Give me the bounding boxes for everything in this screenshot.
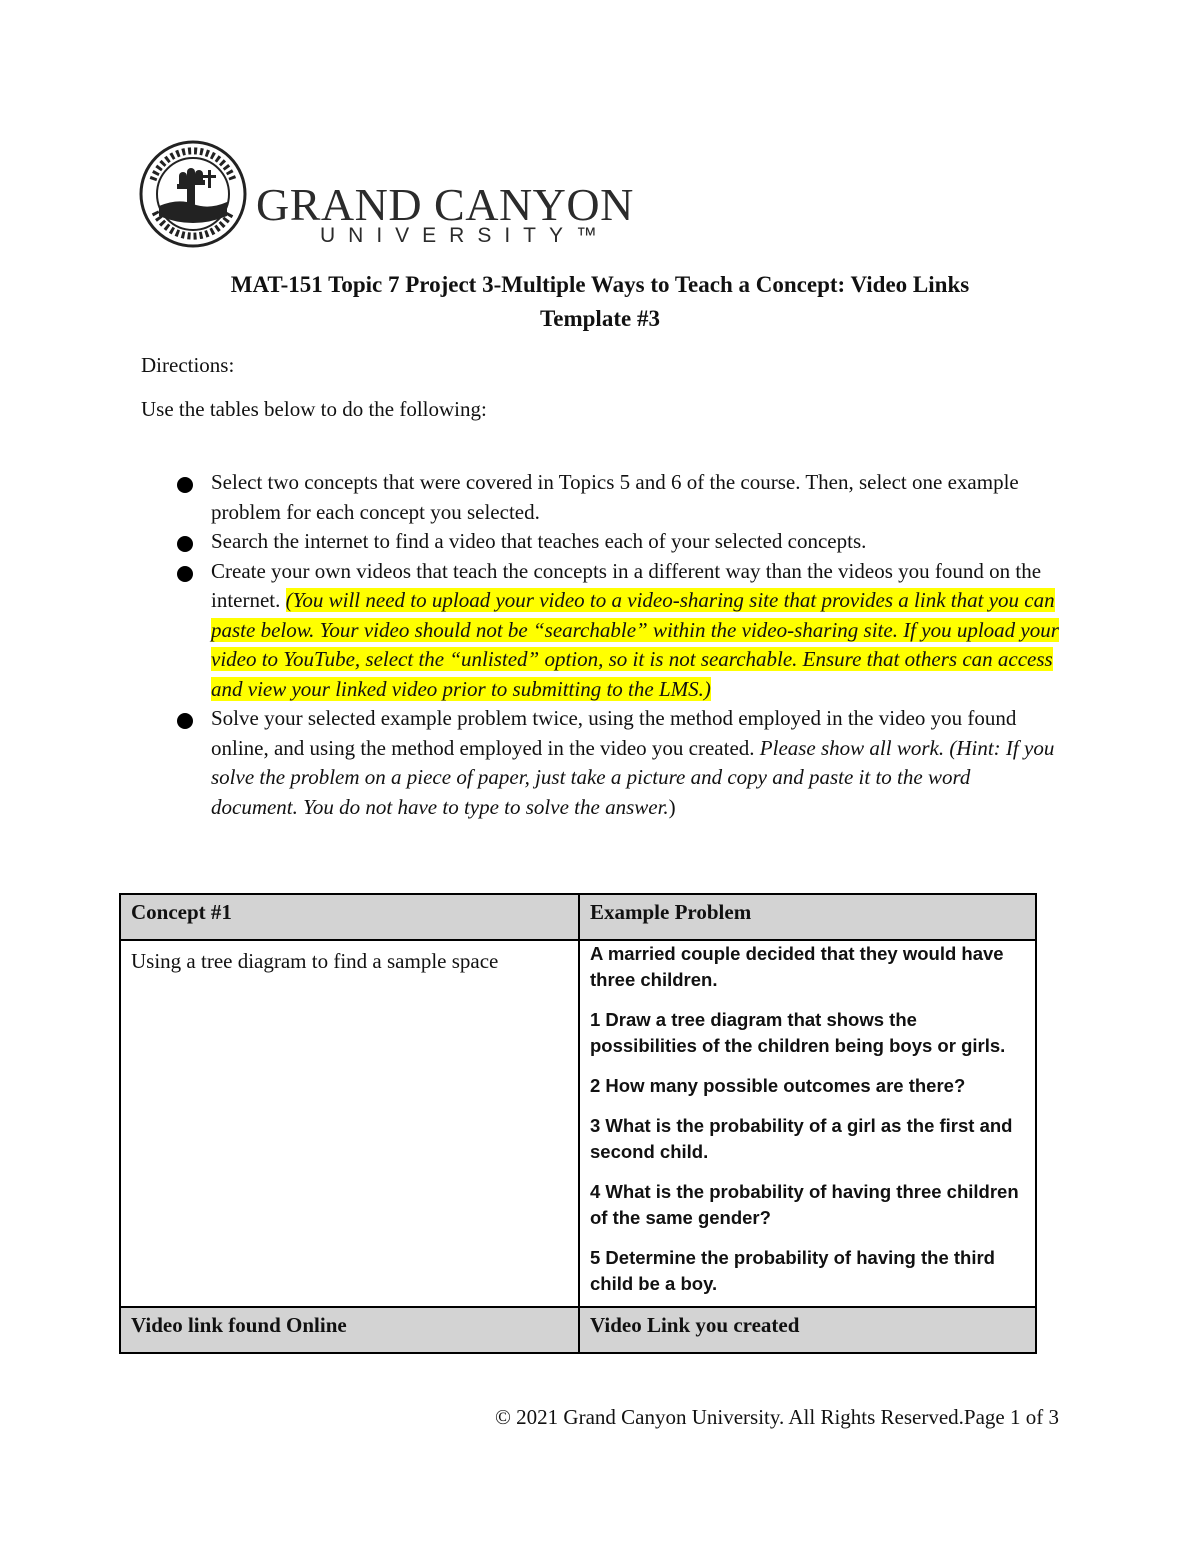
problem-cell[interactable] [579, 940, 1036, 1307]
concept-cell[interactable]: Using a tree diagram to find a sample space [120, 940, 579, 1307]
list-item [141, 468, 1061, 527]
problem-question-4: 4 What is the probability of having three children of the same gender? [590, 1181, 1019, 1228]
university-seal-icon [139, 140, 247, 248]
problem-question-2: 2 How many possible outcomes are there? [590, 1075, 966, 1096]
table-row [120, 1307, 1036, 1353]
logo-subtitle: UNIVERSITY™ [320, 224, 611, 247]
list-item [141, 557, 1061, 705]
problem-question-1: 1 Draw a tree diagram that shows the possibilities of the children being boys or girls. [590, 1009, 1006, 1056]
problem-intro: A married couple decided that they would have three children. [590, 943, 1004, 990]
list-item [141, 704, 1061, 822]
bullet-icon [177, 536, 193, 552]
title-line-2: Template #3 [540, 306, 660, 331]
table-header-problem: Example Problem [579, 894, 1036, 940]
page-footer: © 2021 Grand Canyon University. All Rights Reserved.Page 1 of 3 [494, 1405, 1059, 1429]
concept-table [119, 893, 1037, 1354]
problem-question-5: 5 Determine the probability of having the third child be a boy. [590, 1247, 995, 1294]
directions-list [141, 468, 1061, 822]
university-logo [139, 140, 634, 250]
intro-text: Use the tables below to do the following: [141, 397, 487, 421]
bullet-icon [177, 713, 193, 729]
directions-label: Directions: [141, 353, 235, 377]
table-row [120, 940, 1036, 1307]
table-row [120, 894, 1036, 940]
bullet-text: Solve your selected example problem twice, using the method employed in the video you found online, and using the method employed in the video you created. [211, 706, 1017, 760]
bullet-text: Search the internet to find a video that teaches each of your selected concepts. [211, 529, 867, 553]
bullet-icon [177, 566, 193, 582]
bullet-text-end: ) [668, 794, 676, 819]
italic-hint: Please show all work. (Hint: If you solve the problem on a piece of paper, just take a picture and copy and paste it to the word document. You do not have to type to solve the answer. [211, 735, 1055, 819]
bullet-text: Create your own videos that teach the concepts in a different way than the videos you found on the internet. [211, 558, 1042, 612]
problem-question-3: 3 What is the probability of a girl as the first and second child. [590, 1115, 1013, 1162]
document-title [120, 268, 1080, 336]
list-item [141, 527, 1061, 557]
table-header-concept: Concept #1 [120, 894, 579, 940]
logo-wordmark: GRAND CANYON [256, 179, 634, 230]
bullet-text: Select two concepts that were covered in Topics 5 and 6 of the course. Then, select one example problem for each concept you selected. [211, 470, 1019, 524]
highlighted-instructions: (You will need to upload your video to a video-sharing site that provides a link that you can paste below. Your video should not be “searchable” within the video-sharing site. If you upload your video to YouTube, select the “unlisted” option, so it is not searchable. Ensure that others can access and view your linked video prior to submitting to the LMS.) [211, 588, 1059, 701]
title-line-1: MAT-151 Topic 7 Project 3-Multiple Ways to Teach a Concept: Video Links [230, 272, 970, 297]
bullet-icon [177, 477, 193, 493]
video-link-created-cell[interactable]: Video Link you created [579, 1307, 1036, 1353]
video-link-online-cell[interactable]: Video link found Online [120, 1307, 579, 1353]
